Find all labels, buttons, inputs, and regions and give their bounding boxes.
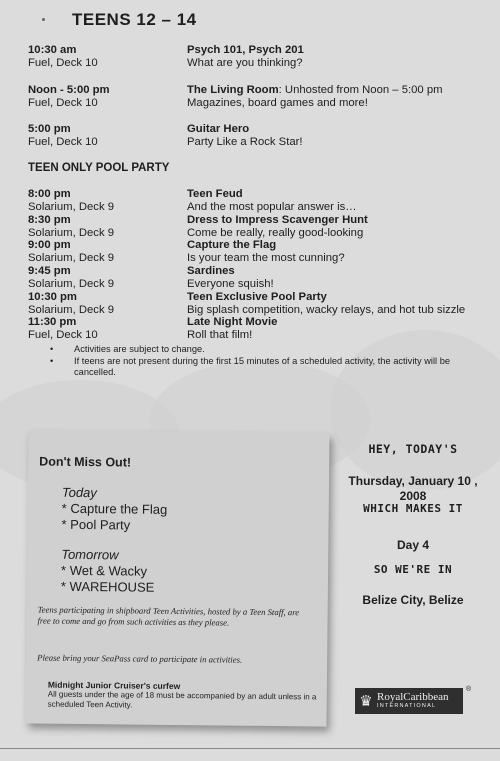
pool-party-row [28, 265, 488, 291]
crown-anchor-icon: ♛ [359, 693, 373, 710]
pool-party-row [28, 291, 488, 317]
tomorrow-item: * Wet & Wacky [61, 562, 148, 579]
pool-title: Dress to Impress Scavenger Hunt [187, 214, 368, 226]
pool-location: Solarium, Deck 9 [28, 201, 115, 213]
pool-time: 11:30 pm [28, 316, 77, 328]
pool-party-heading: TEEN ONLY POOL PARTY [28, 162, 170, 174]
pool-desc: Is your team the most cunning? [187, 252, 345, 264]
note-text: If teens are not present during the first 15 minutes of a scheduled activity, the activity will be cancelled. [74, 355, 451, 377]
pool-location: Solarium, Deck 9 [28, 227, 115, 239]
port-location: Belize City, Belize [362, 593, 464, 607]
schedule-row [28, 123, 488, 151]
pool-desc: Roll that film! [187, 329, 253, 341]
schedule-location: Fuel, Deck 10 [28, 136, 98, 148]
date-line-1: Thursday, January 10 , [348, 474, 478, 488]
curfew-heading: Midnight Junior Cruiser's curfew [47, 679, 181, 692]
logo-text [377, 692, 448, 710]
pool-location: Fuel, Deck 10 [28, 329, 98, 341]
pool-title: Late Night Movie [187, 316, 278, 328]
schedule-desc: What are you thinking? [187, 57, 303, 69]
bullet-icon: • [50, 344, 54, 354]
pool-title: Capture the Flag [187, 239, 277, 251]
tomorrow-item: * WAREHOUSE [60, 578, 155, 595]
pool-party-row [28, 239, 488, 265]
pool-location: Solarium, Deck 9 [28, 278, 115, 290]
royal-caribbean-logo [355, 688, 463, 714]
pool-party-row [28, 316, 488, 342]
curfew-text: All guests under the age of 18 must be accompanied by an adult unless in a scheduled Teen Activity. [47, 689, 317, 710]
schedule-row [28, 84, 488, 112]
note-text: Activities are subject to change. [74, 344, 205, 354]
dont-miss-out-card [25, 430, 329, 726]
schedule-desc: Party Like a Rock Star! [187, 136, 303, 148]
pool-party-row [28, 214, 488, 240]
schedule-time: 5:00 pm [28, 123, 71, 135]
tomorrow-label: Tomorrow [61, 546, 119, 563]
pool-desc: Big splash competition, wacky relays, and hot tub sizzle [187, 304, 466, 316]
note-item [50, 356, 470, 379]
schedule-time: 10:30 am [28, 44, 77, 56]
note-item [50, 344, 470, 356]
schedule-title: Guitar Hero [187, 123, 250, 135]
bullet-icon: • [50, 355, 54, 366]
schedule-time: Noon - 5:00 pm [28, 84, 110, 96]
schedule-row [28, 44, 488, 72]
pool-title: Teen Exclusive Pool Party [187, 291, 327, 303]
seapass-note: Please bring your SeaPass card to participate in activities. [37, 652, 243, 665]
schedule-location: Fuel, Deck 10 [28, 97, 98, 109]
pool-desc: And the most popular answer is… [187, 201, 357, 213]
pool-time: 8:30 pm [28, 214, 71, 226]
schedule-title: Psych 101, Psych 201 [187, 44, 304, 56]
bottom-divider [0, 748, 500, 749]
date-line-2: 2008 [399, 489, 427, 503]
pool-desc: Everyone squish! [187, 278, 274, 290]
schedule-title [187, 84, 443, 97]
pool-location: Solarium, Deck 9 [28, 252, 115, 264]
pool-location: Solarium, Deck 9 [28, 304, 115, 316]
registered-mark: ® [466, 686, 472, 693]
which-makes-it-label: WHICH MAKES IT [363, 502, 463, 515]
schedule-desc: Magazines, board games and more! [187, 97, 368, 109]
hey-todays-label: HEY, TODAY'S [368, 442, 458, 456]
notes-list [50, 344, 470, 379]
pool-time: 9:00 pm [28, 239, 71, 251]
pool-title: Sardines [187, 265, 235, 277]
page-title: TEENS 12 – 14 [72, 10, 197, 29]
today-label: Today [61, 484, 97, 501]
pool-party-row [28, 188, 488, 214]
pool-time: 8:00 pm [28, 188, 71, 200]
page-dot [42, 18, 45, 21]
today-item: * Pool Party [61, 516, 131, 533]
today-item: * Capture the Flag [61, 500, 168, 517]
logo-name: RoyalCaribbean [377, 691, 449, 703]
schedule-title-suffix: : Unhosted from Noon – 5:00 pm [278, 84, 443, 96]
pool-time: 9:45 pm [28, 265, 71, 277]
logo-subtitle: INTERNATIONAL [377, 703, 437, 709]
pool-time: 10:30 pm [28, 291, 77, 303]
cruise-day: Day 4 [396, 538, 430, 552]
pool-desc: Come be really, really good-looking [187, 227, 364, 239]
card-heading: Don't Miss Out! [39, 454, 132, 470]
schedule-location: Fuel, Deck 10 [28, 57, 98, 69]
teen-activities-note: Teens participating in shipboard Teen Activities, hosted by a Teen Staff, are free to come and go from such activities as they please. [37, 604, 300, 628]
schedule-title-strong: The Living Room [187, 84, 279, 96]
pool-title: Teen Feud [187, 188, 243, 200]
so-were-in-label: SO WE'RE IN [373, 563, 453, 576]
